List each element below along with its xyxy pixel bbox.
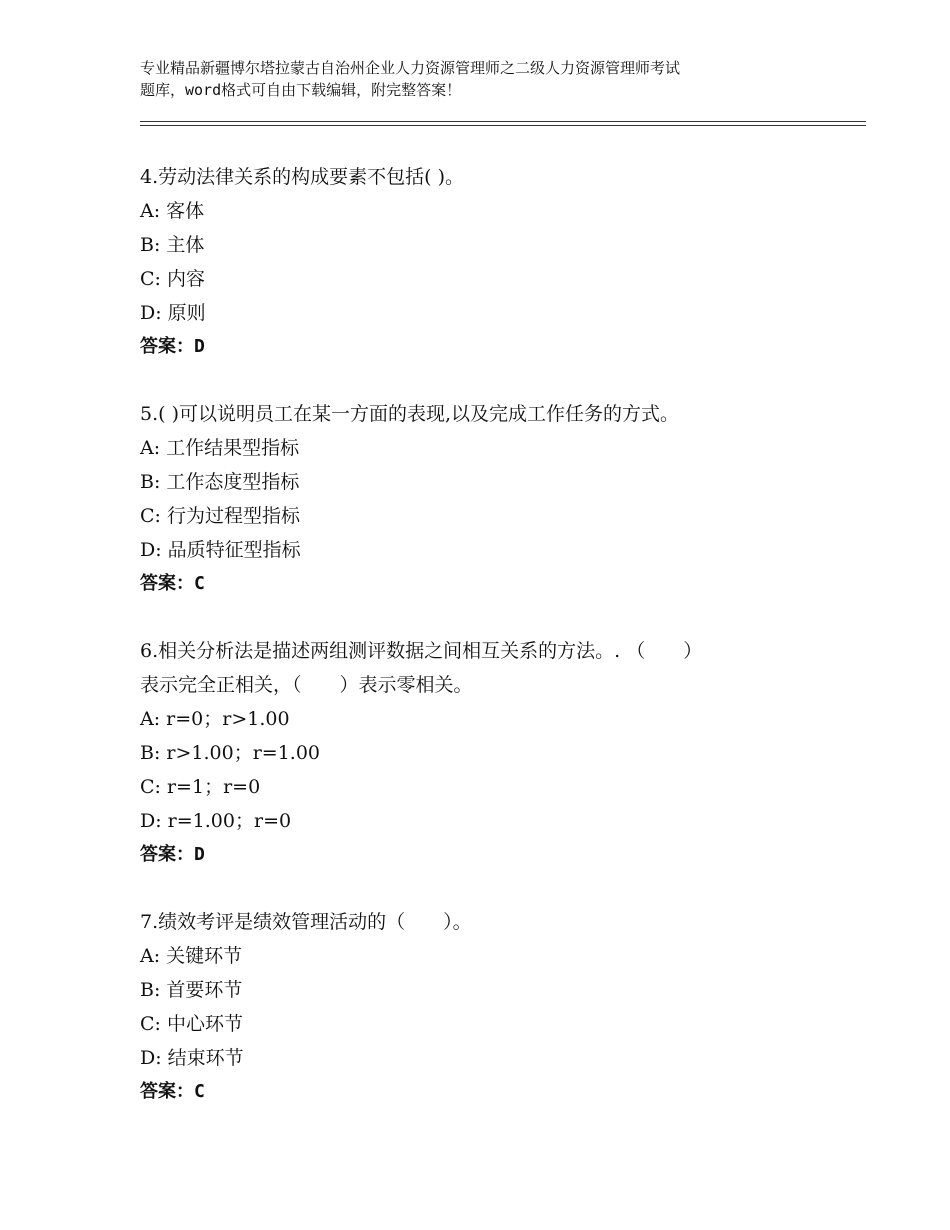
option-a: A: 客体 [140,200,205,222]
answer-label: 答案：C [140,1081,205,1102]
option-d: D: 品质特征型指标 [140,539,301,561]
answer-label: 答案：C [140,573,205,594]
question-4 [140,160,840,364]
option-a: A: r=0；r>1.00 [140,708,290,730]
option-d: D: 结束环节 [140,1047,244,1069]
question-stem: 4.劳动法律关系的构成要素不包括( )。 [140,166,464,188]
option-c: C: r=1；r=0 [140,776,261,798]
question-7 [140,905,840,1109]
question-5 [140,397,840,601]
option-b: B: 工作态度型指标 [140,471,300,493]
option-c: C: 行为过程型指标 [140,505,300,527]
option-d: D: r=1.00；r=0 [140,810,292,832]
option-c: C: 内容 [140,268,205,290]
question-stem: 6.相关分析法是描述两组测评数据之间相互关系的方法。. （ ） [140,640,703,662]
question-list [140,160,840,1142]
header-title-line-2: 题库，word格式可自由下载编辑，附完整答案！ [140,81,462,99]
option-b: B: 主体 [140,234,205,256]
header-title-line-1: 专业精品新疆博尔塔拉蒙古自治州企业人力资源管理师之二级人力资源管理师考试 [140,59,681,77]
question-stem-continued: 表示完全正相关，（ ）表示零相关。 [140,674,473,696]
option-b: B: r>1.00；r=1.00 [140,742,321,764]
header-divider-double [140,125,866,126]
question-stem: 7.绩效考评是绩效管理活动的（ ）。 [140,911,472,933]
answer-label: 答案：D [140,336,205,357]
document-header [140,57,860,101]
question-stem: 5.( )可以说明员工在某一方面的表现,以及完成工作任务的方式。 [140,403,680,425]
question-6 [140,634,840,872]
answer-label: 答案：D [140,844,205,865]
option-a: A: 工作结果型指标 [140,437,300,459]
option-b: B: 首要环节 [140,979,243,1001]
header-divider [140,121,866,122]
option-c: C: 中心环节 [140,1013,243,1035]
option-a: A: 关键环节 [140,945,243,967]
option-d: D: 原则 [140,302,206,324]
